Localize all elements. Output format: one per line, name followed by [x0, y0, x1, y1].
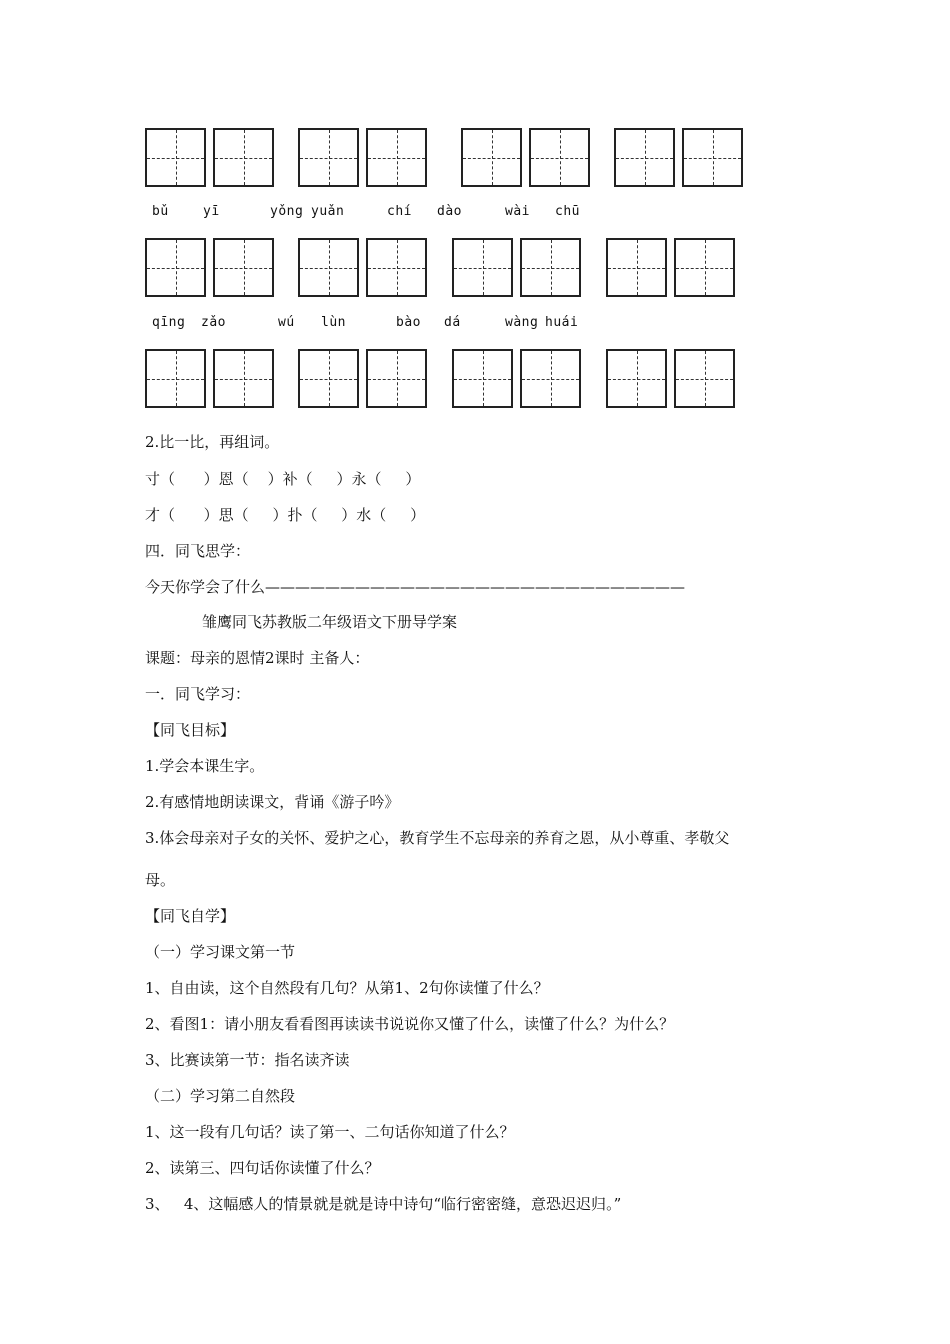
pinyin-word: wàng — [505, 315, 539, 330]
doc-title: 雏鹰同飞苏教版二年级语文下册导学案 — [202, 613, 458, 631]
writing-box — [520, 238, 581, 297]
writing-box — [461, 128, 522, 187]
writing-box — [520, 349, 581, 408]
writing-box — [213, 128, 274, 187]
pinyin-word: dào — [437, 204, 462, 219]
writing-box — [366, 128, 427, 187]
writing-box — [298, 238, 359, 297]
pinyin-word: yī — [203, 204, 220, 219]
section-4-prompt: 今天你学会了什么———————————————————————————— — [145, 578, 686, 596]
writing-box — [145, 349, 206, 408]
section-b-item: 2、读第三、四句话你读懂了什么？ — [145, 1159, 380, 1177]
writing-box — [614, 128, 675, 187]
section-b-item: 1、这一段有几句话？读了第一、二句话你知道了什么？ — [145, 1123, 515, 1141]
goal-item: 母。 — [145, 871, 176, 889]
writing-box — [674, 238, 735, 297]
goal-item: 2.有感情地朗读课文，背诵《游子吟》 — [145, 793, 400, 811]
section-b-item: 3、 4、这幅感人的情景就是就是诗中诗句“临行密密缝，意恐迟迟归。” — [145, 1195, 622, 1213]
pinyin-word: zǎo — [201, 315, 226, 330]
pinyin-word: bǔ — [152, 204, 169, 219]
writing-box — [606, 349, 667, 408]
section-a-item: 2、看图1：请小朋友看看图再读读书说说你又懂了什么，读懂了什么？为什么？ — [145, 1015, 675, 1033]
writing-box — [529, 128, 590, 187]
goal-item: 3.体会母亲对子女的关怀、爱护之心，教育学生不忘母亲的养育之恩，从小尊重、孝敬父 — [145, 829, 730, 847]
writing-box — [298, 128, 359, 187]
writing-box — [674, 349, 735, 408]
goals-header: 【同飞目标】 — [145, 721, 236, 739]
compare-row-1: 寸（ ）恩（ ）补（ ）永（ ） — [145, 470, 421, 488]
pinyin-word: chí — [387, 204, 412, 219]
pinyin-word: bào — [396, 315, 421, 330]
doc-subject: 课题：母亲的恩情2课时 主备人： — [145, 649, 370, 667]
pinyin-word: huái — [545, 315, 579, 330]
writing-box — [298, 349, 359, 408]
goal-item: 1.学会本课生字。 — [145, 757, 265, 775]
writing-box — [682, 128, 743, 187]
compare-heading: 2.比一比，再组词。 — [145, 433, 280, 451]
writing-box — [213, 349, 274, 408]
self-study-header: 【同飞自学】 — [145, 907, 236, 925]
compare-row-2: 才（ ）思（ ）扑（ ）水（ ） — [145, 506, 426, 524]
section-a-item: 3、比赛读第一节：指名读齐读 — [145, 1051, 350, 1069]
section-4-heading: 四．同飞思学： — [145, 542, 251, 560]
pinyin-word: chū — [555, 204, 580, 219]
pinyin-word: wú — [278, 315, 295, 330]
writing-box — [366, 238, 427, 297]
pinyin-word: wài — [505, 204, 530, 219]
section-b-heading: （二）学习第二自然段 — [145, 1087, 296, 1105]
writing-box — [213, 238, 274, 297]
writing-box — [145, 238, 206, 297]
writing-box — [366, 349, 427, 408]
pinyin-word: qīng — [152, 315, 186, 330]
pinyin-word: dá — [444, 315, 461, 330]
pinyin-word: yuǎn — [311, 204, 345, 219]
pinyin-word: yǒng — [270, 204, 304, 219]
writing-box — [145, 128, 206, 187]
section-a-item: 1、自由读，这个自然段有几句？从第1、2句你读懂了什么？ — [145, 979, 549, 997]
writing-box — [606, 238, 667, 297]
pinyin-word: lùn — [321, 315, 346, 330]
writing-box — [452, 238, 513, 297]
part-1-heading: 一．同飞学习： — [145, 685, 251, 703]
section-a-heading: （一）学习课文第一节 — [145, 943, 296, 961]
writing-box — [452, 349, 513, 408]
